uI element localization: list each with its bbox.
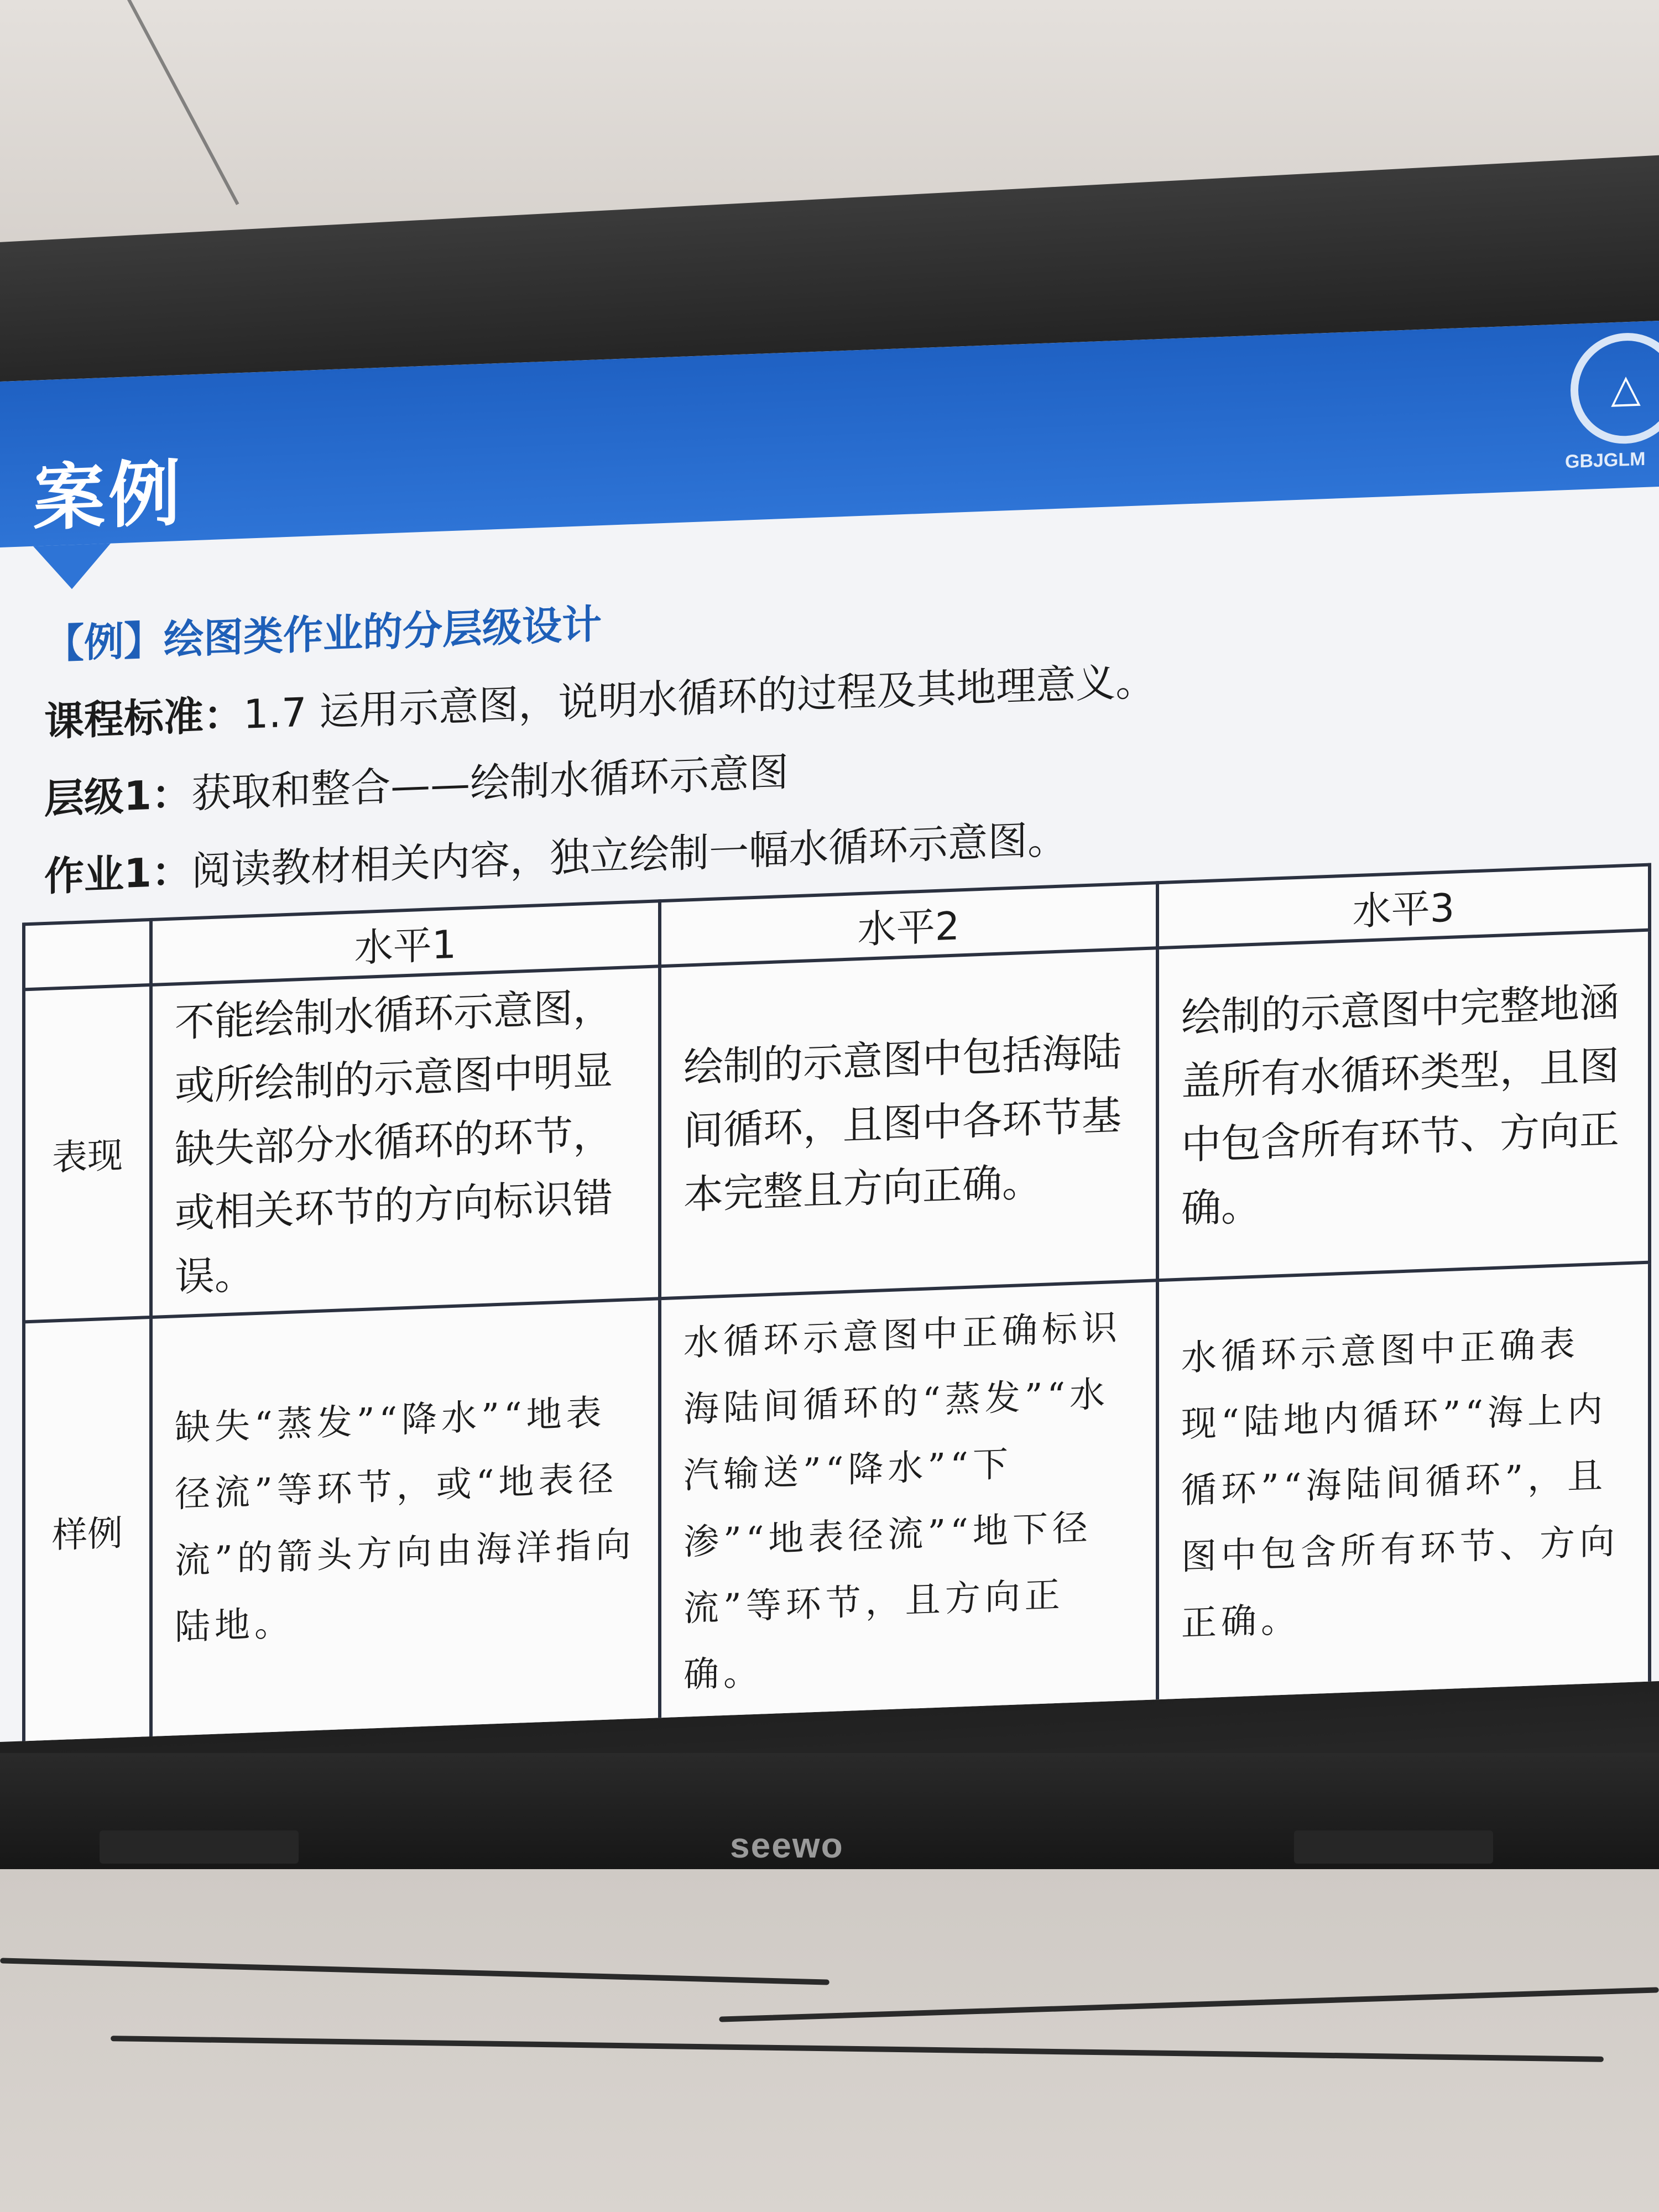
- table-cell: 绘制的示意图中完整地涵盖所有水循环类型，且图中包含所有环节、方向正确。: [1157, 930, 1650, 1281]
- table-header-cell: 水平1: [151, 901, 660, 985]
- course-standard-line: [44, 649, 1155, 747]
- header-pointer-shape: [33, 544, 111, 591]
- task-line: [44, 807, 1067, 902]
- rubric-table: [22, 863, 1651, 1742]
- table-header-cell: 水平2: [660, 883, 1157, 966]
- logo-text: GBJGLM: [1565, 448, 1646, 473]
- school-logo-icon: △: [1571, 331, 1659, 446]
- table-cell: 绘制的示意图中包括海陆间循环，且图中各环节基本完整且方向正确。: [660, 948, 1157, 1298]
- table-header-cell: 水平3: [1157, 865, 1650, 948]
- row-head-cell: 样例: [24, 1317, 151, 1742]
- level-label: 层级1：: [44, 770, 192, 823]
- speaker-grille-right: [1294, 1830, 1493, 1864]
- table-cell: 水循环示意图中正确表现“陆地内循环”“海上内循环”“海陆间循环”，且图中包含所有环节、方向正确。: [1157, 1262, 1650, 1704]
- table-row: [24, 930, 1650, 1322]
- table-cell: 不能绘制水循环示意图，或所绘制的示意图中明显缺失部分水循环的环节，或相关环节的方向标识错误。: [151, 966, 660, 1317]
- presentation-slide: [0, 321, 1659, 1742]
- standard-label: 课程标准：: [44, 691, 244, 745]
- table-cell: 水循环示意图中正确标识海陆间循环的“蒸发”“水汽输送”“降水”“下渗”“地表径流”“地下径流”等环节，且方向正确。: [660, 1280, 1157, 1722]
- table-cell: 缺失“蒸发”“降水”“地表径流”等环节，或“地表径流”的箭头方向由海洋指向陆地。: [151, 1298, 660, 1741]
- example-heading: [44, 592, 602, 670]
- speaker-grille-left: [100, 1830, 299, 1864]
- standard-text: 1.7 运用示意图，说明水循环的过程及其地理意义。: [243, 658, 1156, 738]
- monitor-brand: seewo: [730, 1825, 844, 1865]
- slide-header-title: 案例: [33, 451, 184, 541]
- table-row: [24, 1262, 1650, 1742]
- table-header-cell: [24, 920, 151, 989]
- example-title: 绘图类作业的分层级设计: [164, 601, 602, 664]
- task-label: 作业1：: [44, 848, 192, 900]
- level-text: 获取和整合——绘制水循环示意图: [191, 748, 789, 817]
- level-line: [44, 740, 789, 825]
- row-head-cell: 表现: [24, 985, 151, 1322]
- example-tag: 【例】: [44, 617, 164, 668]
- task-text: 阅读教材相关内容，独立绘制一幅水循环示意图。: [191, 816, 1068, 895]
